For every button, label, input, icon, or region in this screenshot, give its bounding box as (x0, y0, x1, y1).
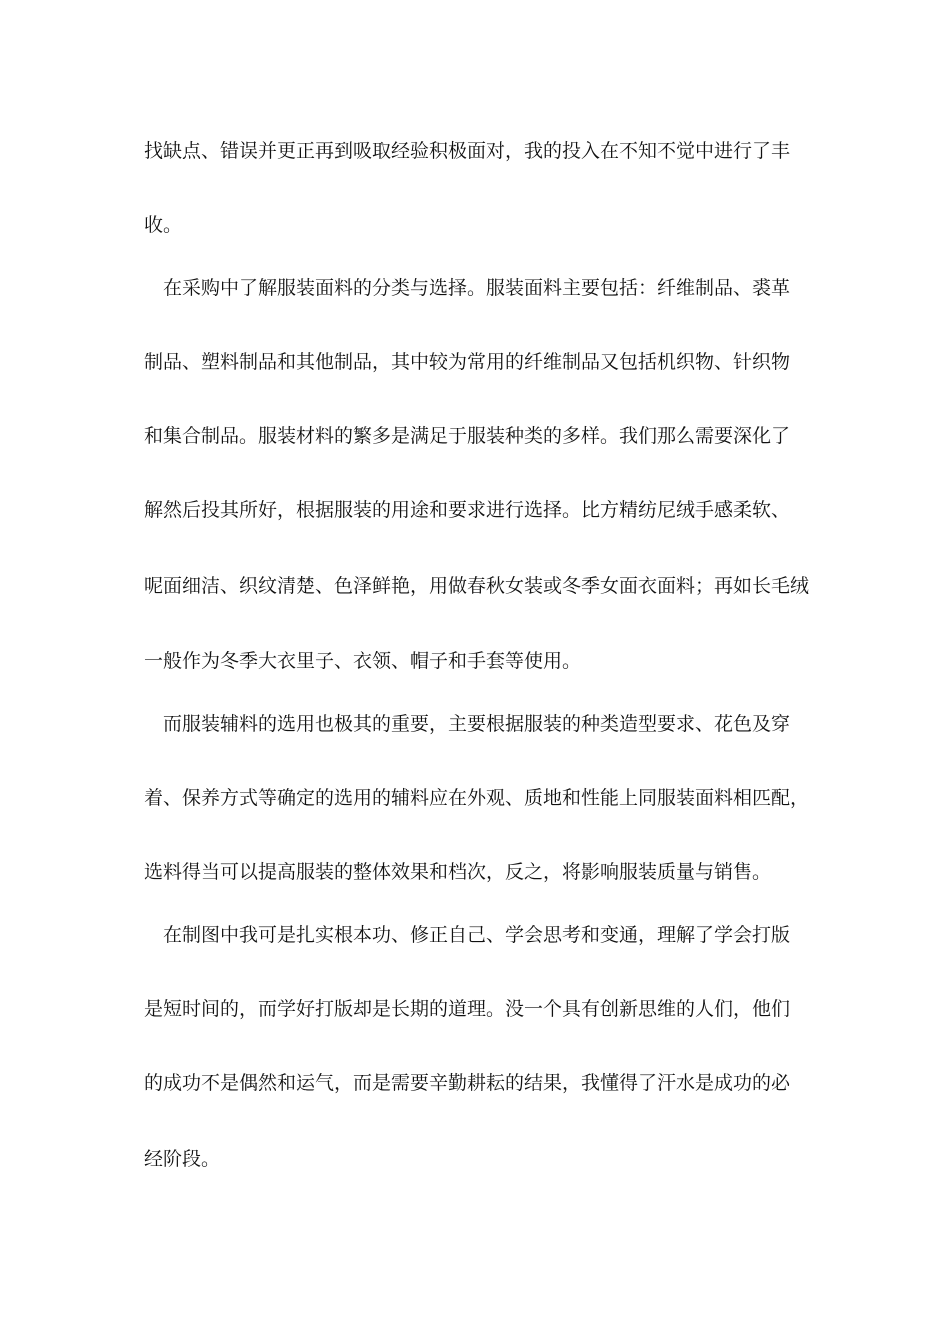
text-line: 是短时间的，而学好打版却是长期的道理。没一个具有创新思维的人们，他们 (144, 998, 791, 1020)
text-line: 而服装辅料的选用也极其的重要，主要根据服装的种类造型要求、花色及穿 (144, 713, 791, 735)
text-line: 在制图中我可是扎实根本功、修正自己、学会思考和变通，理解了学会打版 (144, 924, 791, 946)
text-line: 制品、塑料制品和其他制品，其中较为常用的纤维制品又包括机织物、针织物 (144, 351, 791, 373)
text-line: 呢面细洁、织纹清楚、色泽鲜艳，用做春秋女装或冬季女面衣面料；再如长毛绒 (144, 575, 810, 597)
text-line: 找缺点、错误并更正再到吸取经验积极面对，我的投入在不知不觉中进行了丰 (144, 140, 791, 162)
text-line: 经阶段。 (144, 1148, 221, 1170)
text-line: 收。 (144, 214, 183, 236)
text-line: 和集合制品。服装材料的繁多是满足于服装种类的多样。我们那么需要深化了 (144, 425, 791, 447)
text-line: 在采购中了解服装面料的分类与选择。服装面料主要包括：纤维制品、裘革 (144, 277, 791, 299)
text-line: 选料得当可以提高服装的整体效果和档次，反之，将影响服装质量与销售。 (144, 861, 772, 883)
text-line: 一般作为冬季大衣里子、衣领、帽子和手套等使用。 (144, 650, 582, 672)
text-line: 解然后投其所好，根据服装的用途和要求进行选择。比方精纺尼绒手感柔软、 (144, 499, 791, 521)
text-line: 着、保养方式等确定的选用的辅料应在外观、质地和性能上同服装面料相匹配， (144, 787, 810, 809)
text-line: 的成功不是偶然和运气，而是需要辛勤耕耘的结果，我懂得了汗水是成功的必 (144, 1072, 791, 1094)
